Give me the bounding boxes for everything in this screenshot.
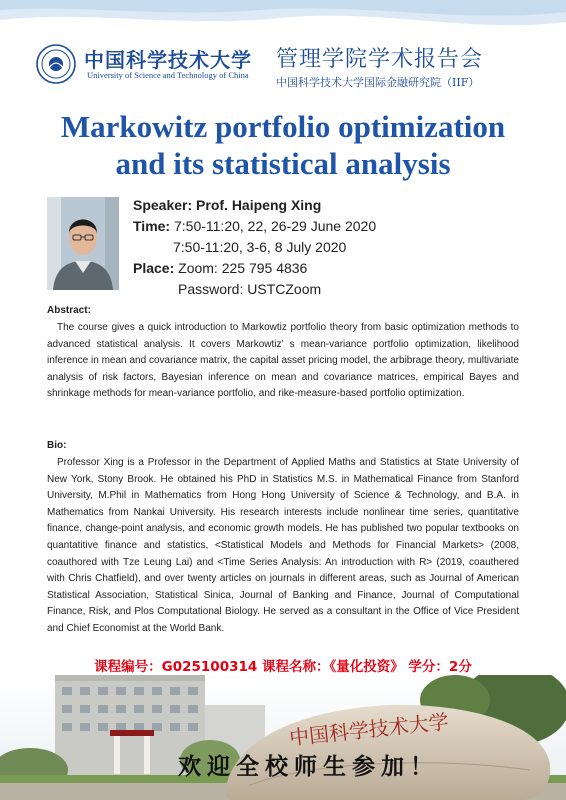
- course-info: 课程编号：G025100314 课程名称：《量化投资》 学分：2分: [94, 659, 472, 675]
- ustc-seal-icon: [36, 44, 76, 84]
- bio-text: Professor Xing is a Professor in the Department of Applied Maths and Statistics at State University of New York, Stony Brook. He obtained his PhD in Statistics M.S. in Mathematical Finance from Stanford University, M.Phil in Mathematics from Hong Hong University of Science & Technology, and B.A. in Mathematics from Nankai University. His research interests include nonlinear time series, quantitative finance, change-point analysis, and economic growth models. He has published two popular textbooks on quantatitive finance and statistics, <Statistical Models and Methods for Financial Markets> (2008, coauthored with Tze Leung Lai) and <Time Series Analysis: An introduction with R> (2019, coauthered with Chris Chatfield), and over twenty articles on journals in different areas, such as Journal of American Statistical Association, Statistical Sinica, Journal of Banking and Finance, Journal of Computational Finance, Risk, and Plos Computational Biology. He served as a consultant in the Office of Vice President and Chief Economist at the World Bank.: [47, 457, 519, 634]
- campus-illustration: [0, 675, 566, 800]
- rock-inscription: 中国科学技术大学: [288, 709, 450, 750]
- place-value-2: Password: USTCZoom: [178, 281, 322, 297]
- time-value-1: 7:50-11:20, 22, 26-29 June 2020: [173, 218, 377, 234]
- abstract-text: The course gives a quick introduction to Markowtiz portfolio theory from basic optimization methods to advanced statistical analysis. It covers Markowtiz’ s mean-variance portfolio optimization, likelihood inference in mean and covariance matrix, the capital asset pricing model, the arbibrage theory, multivariate analysis of risk factors, Bayesian inference on mean and covariance matrices, empirical Bayes and shrinkage methods for mean-variance portfolio, and rike-measure-based portfolio optimization.: [47, 322, 519, 400]
- university-name-en: University of Science and Technology of China: [87, 70, 249, 80]
- institute-name: 中国科学技术大学国际金融研究院（IIF）: [276, 76, 480, 89]
- speaker-row: [133, 195, 533, 216]
- talk-title: [0, 108, 566, 182]
- speaker-name: Prof. Haipeng Xing: [196, 197, 322, 213]
- talk-title-line-2: and its statistical analysis: [115, 146, 451, 181]
- top-wave-decoration: [0, 0, 566, 40]
- bio-heading: Bio:: [47, 440, 67, 451]
- place-row: [133, 258, 533, 279]
- university-name-cn: 中国科学技术大学: [84, 48, 252, 72]
- speaker-label: Speaker:: [133, 197, 193, 213]
- time-label: Time:: [133, 218, 171, 234]
- talk-details: [133, 195, 533, 300]
- place-value-1: Zoom: 225 795 4836: [178, 260, 308, 276]
- series-title: 管理学院学术报告会: [276, 47, 484, 72]
- talk-title-line-1: Markowitz portfolio optimization: [60, 109, 506, 144]
- time-value-2: 7:50-11:20, 3-6, 8 July 2020: [173, 239, 347, 255]
- abstract-heading: Abstract:: [47, 305, 91, 316]
- place-label: Place:: [133, 260, 175, 276]
- speaker-portrait-icon: [47, 197, 119, 290]
- welcome-slogan: 欢迎全校师生参加！: [178, 753, 439, 780]
- speaker-photo: [47, 197, 119, 290]
- time-row-2: [133, 237, 533, 258]
- place-row-2: [133, 279, 533, 300]
- poster-header: [36, 40, 536, 88]
- time-row: [133, 216, 533, 237]
